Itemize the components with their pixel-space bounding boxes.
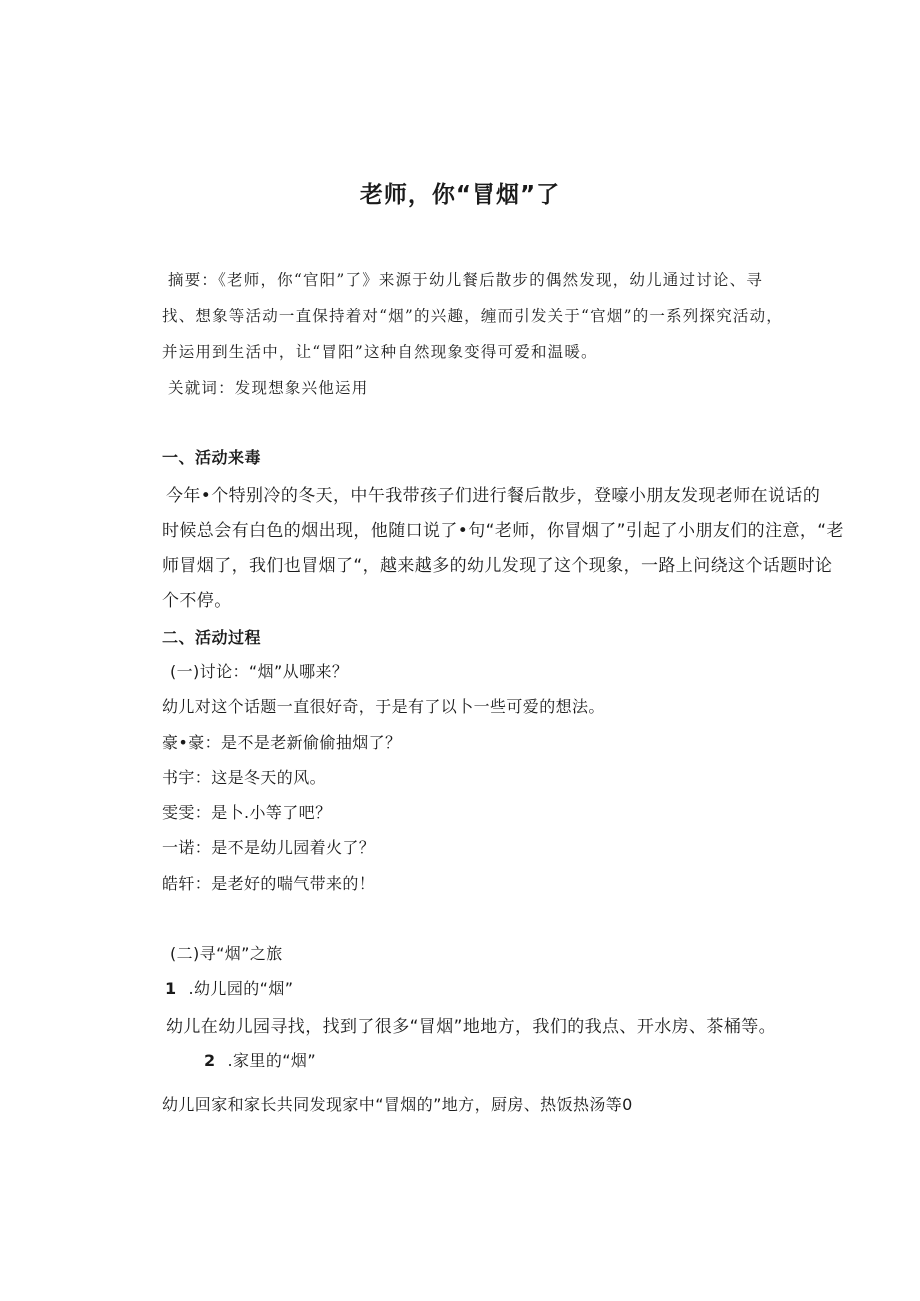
abstract-line: 摘要：《老师，你“官阳”了》来源于幼儿餐后散步的偶然发现，幼儿通过讨论、寻 [168, 271, 764, 289]
paragraph-line: 时候总会有白色的烟出现，他随口说了•句“老师，你冒烟了”引起了小朋友们的注意，“老 [162, 521, 844, 541]
paragraph-line: 今年•个特别冷的冬天，中午我带孩子们进行餐后散步，登嚎小朋友发现老师在说话的 [166, 486, 821, 506]
child-quote: 雯雯：是卜.小等了吧？ [162, 803, 332, 822]
item-number: 1 [165, 979, 177, 998]
section-heading-process: 二、活动过程 [162, 628, 262, 647]
subsection-heading-discussion: (一)讨论：“烟”从哪来？ [170, 662, 349, 681]
discussion-intro: 幼儿对这个话题一直很好奇，于是有了以卜一些可爱的想法。 [162, 697, 605, 716]
abstract-line: 找、想象等活动一直保持着对“烟”的兴趣，缠而引发关于“官烟”的一系列探究活动， [162, 307, 783, 325]
paragraph-line: 个不停。 [162, 591, 232, 611]
child-quote: 皓轩：是老好的喘气带来的！ [162, 874, 376, 893]
item-label: .家里的“烟” [227, 1051, 317, 1070]
child-quote: 豪•豪：是不是老新偷偷抽烟了？ [162, 733, 402, 752]
subsection-heading-search: (二)寻“烟”之旅 [170, 944, 283, 963]
abstract-line: 并运用到生活中，让“冒阳”这种自然现象变得可爱和温暖。 [162, 343, 598, 361]
child-quote: 一诺：是不是幼儿园着火了？ [162, 838, 376, 857]
page-title: 老师，你“冒烟”了 [359, 182, 561, 208]
item-text: 幼儿在幼儿园寻找，找到了很多“冒烟”地地方，我们的我点、开水房、茶桶等。 [166, 1017, 777, 1037]
item-label: .幼儿园的“烟” [188, 979, 294, 998]
item-text: 幼儿回家和家长共同发现家中“冒烟的”地方，厨房、热饭热汤等0 [162, 1095, 633, 1114]
item-number: 2 [204, 1051, 216, 1070]
numbered-item-home [204, 1048, 316, 1071]
section-heading-origin: 一、活动来毒 [162, 448, 262, 467]
numbered-item-kindergarten [165, 976, 293, 999]
keywords: 关就词：发现想象兴他运用 [168, 379, 369, 397]
child-quote: 书宇：这是冬天的风。 [162, 768, 327, 787]
paragraph-line: 师冒烟了，我们也冒烟了“，越来越多的幼儿发现了这个现象，一路上问绕这个话题时论 [162, 556, 833, 576]
